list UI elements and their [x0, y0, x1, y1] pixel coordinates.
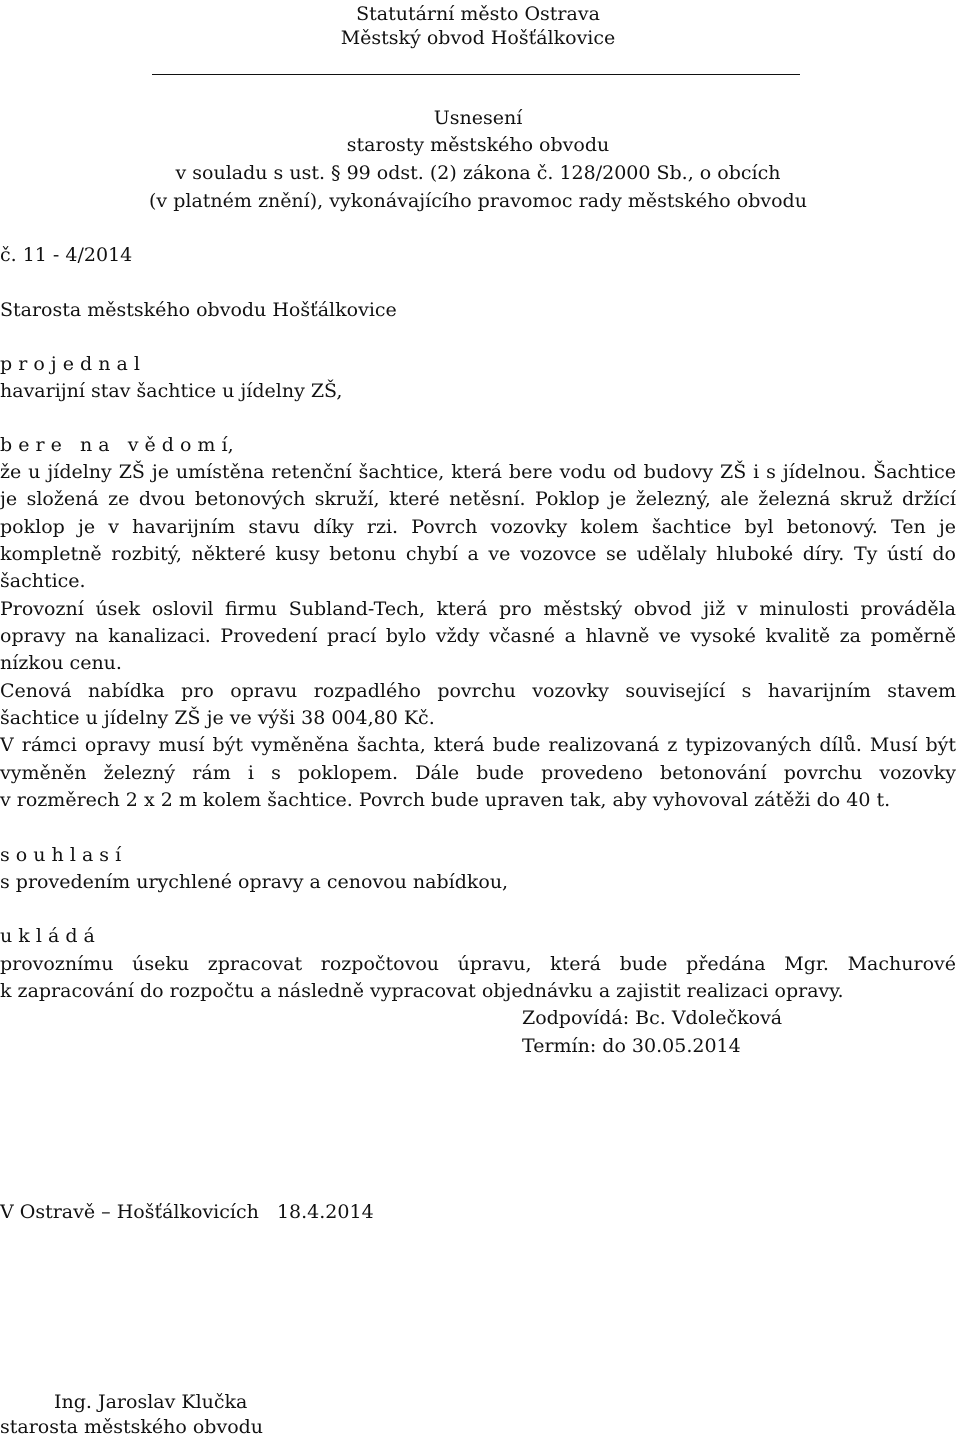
section2-line-1: že u jídelny ZŠ je umístěna retenční šachtice, která bere vodu od budovy ZŠ i s jídelnou. Šachtice [0, 461, 956, 483]
header-rule [152, 74, 800, 75]
verb-bere-na-vedomi: b e r e n a v ě d o m í, [0, 434, 234, 456]
verb-projednal: p r o j e d n a l [0, 353, 140, 375]
section1-text: havarijní stav šachtice u jídelny ZŠ, [0, 380, 343, 402]
resolution-number: č. 11 - 4/2014 [0, 244, 133, 266]
section2-line-8: nízkou cenu. [0, 652, 122, 674]
title-line-2: starosty městského obvodu [346, 134, 610, 156]
place-and-date: V Ostravě – Hošťálkovicích 18.4.2014 [0, 1201, 374, 1223]
section2-line-6: Provozní úsek oslovil firmu Subland-Tech, která pro městský obvod již v minulosti prováděla [0, 598, 956, 620]
section3-text: s provedením urychlené opravy a cenovou nabídkou, [0, 871, 509, 893]
section4-line-2: k zapracování do rozpočtu a následně vypracovat objednávku a zajistit realizaci opravy. [0, 980, 844, 1002]
section2-line-7: opravy na kanalizaci. Provedení prací bylo vždy včasné a hlavně ve vysoké kvalitě za poměrně [0, 625, 956, 647]
responsible-person: Zodpovídá: Bc. Vdolečková [522, 1007, 783, 1029]
section2-line-9: Cenová nabídka pro opravu rozpadlého povrchu vozovky související s havarijním stavem [0, 680, 956, 702]
title-line-3: v souladu s ust. § 99 odst. (2) zákona č. 128/2000 Sb., o obcích [175, 162, 781, 184]
deadline: Termín: do 30.05.2014 [522, 1035, 741, 1057]
signature-role: starosta městského obvodu [0, 1416, 264, 1438]
verb-souhlasi: s o u h l a s í [0, 844, 122, 866]
section2-line-13: v rozměrech 2 x 2 m kolem šachtice. Povrch bude upraven tak, aby vyhovoval zátěži do 40 t. [0, 789, 891, 811]
author-line: Starosta městského obvodu Hošťálkovice [0, 299, 397, 321]
section2-line-3: poklop je v havarijním stavu díky rzi. Povrch vozovky kolem šachtice byl betonový. Ten je [0, 516, 956, 538]
title-line-4: (v platném znění), vykonávajícího pravomoc rady městského obvodu [149, 190, 807, 212]
section2-line-12: vyměněn železný rám i s poklopem. Dále bude provedeno betonování povrchu vozovky [0, 762, 956, 784]
header-line-2: Městský obvod Hošťálkovice [340, 27, 616, 49]
verb-uklada: u k l á d á [0, 925, 95, 947]
section2-line-5: šachtice. [0, 570, 86, 592]
section2-line-2: je složená ze dvou betonových skruží, které netěsní. Poklop je železný, ale železná skruž držící [0, 488, 956, 510]
section2-line-4: kompletně rozbitý, některé kusy betonu chybí a ve vozovce se udělaly hluboké díry. Ty ústí do [0, 543, 956, 565]
title-line-1: Usnesení [433, 107, 523, 129]
header-line-1: Statutární město Ostrava [356, 3, 600, 25]
signature-name: Ing. Jaroslav Klučka [54, 1391, 248, 1413]
section4-line-1: provoznímu úseku zpracovat rozpočtovou úpravu, která bude předána Mgr. Machurové [0, 953, 956, 975]
section2-line-10: šachtice u jídelny ZŠ je ve výši 38 004,80 Kč. [0, 707, 435, 729]
section2-line-11: V rámci opravy musí být vyměněna šachta, která bude realizovaná z typizovaných dílů. Musí být [0, 734, 956, 756]
